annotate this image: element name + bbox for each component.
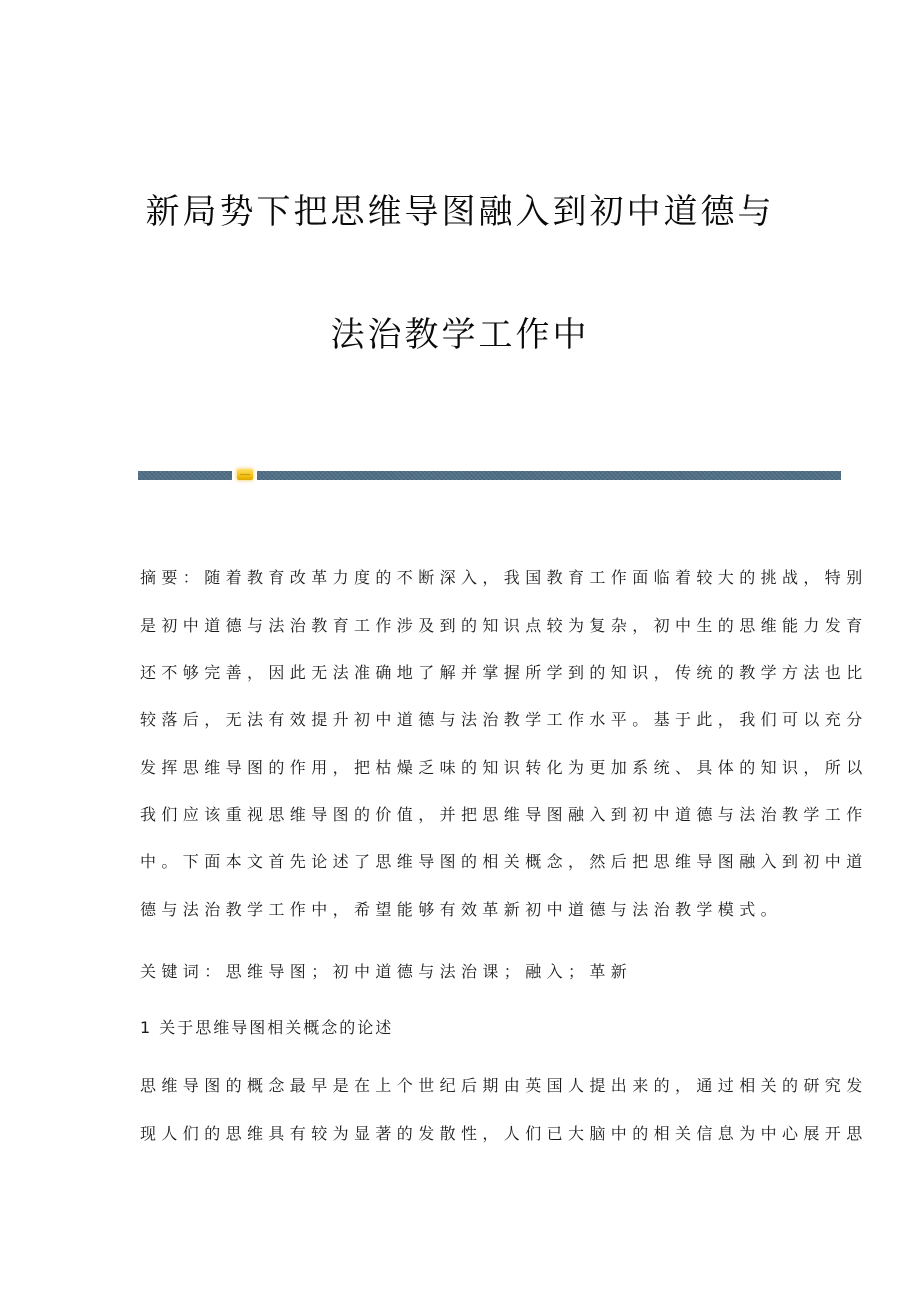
document-title-line-2: 法治教学工作中 [330,315,590,355]
keywords-line: 关键词：思维导图；初中道德与法治课；融入；革新 [140,962,633,981]
abstract-line: 摘要：随着教育改革力度的不断深入，我国教育工作面临着较大的挑战，特别 [140,568,868,587]
title-divider [0,0,920,500]
divider-bar-right [257,471,841,480]
abstract-line: 德与法治教学工作中，希望能够有效革新初中道德与法治教学模式。 [140,900,783,919]
abstract-line: 发挥思维导图的作用，把枯燥乏味的知识转化为更加系统、具体的知识，所以 [140,758,868,777]
divider-ornament-icon [237,469,253,480]
section-body-line: 现人们的思维具有较为显著的发散性，人们已大脑中的相关信息为中心展开思 [140,1124,868,1143]
section-body-line: 思维导图的概念最早是在上个世纪后期由英国人提出来的，通过相关的研究发 [140,1076,868,1095]
abstract-line: 是初中道德与法治教育工作涉及到的知识点较为复杂，初中生的思维能力发育 [140,616,868,635]
section-heading: 1 关于思维导图相关概念的论述 [140,1018,394,1037]
divider-bar-left [138,471,232,480]
abstract-line: 中。下面本文首先论述了思维导图的相关概念，然后把思维导图融入到初中道 [140,852,868,871]
abstract-line: 较落后，无法有效提升初中道德与法治教学工作水平。基于此，我们可以充分 [140,710,868,729]
document-title-line-1: 新局势下把思维导图融入到初中道德与 [145,192,775,232]
abstract-line: 还不够完善，因此无法准确地了解并掌握所学到的知识，传统的教学方法也比 [140,663,868,682]
abstract-line: 我们应该重视思维导图的价值，并把思维导图融入到初中道德与法治教学工作 [140,805,868,824]
